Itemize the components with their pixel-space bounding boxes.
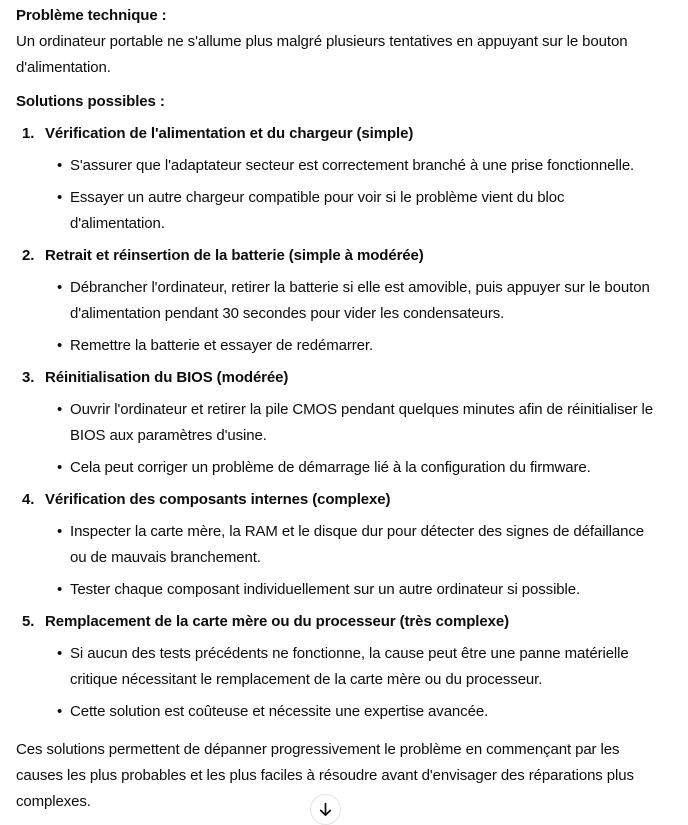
solution-bullets	[16, 397, 658, 481]
solutions-heading: Solutions possibles :	[16, 93, 165, 110]
solution-item-4	[16, 487, 658, 603]
bullet-text: Débrancher l'ordinateur, retirer la batterie si elle est amovible, puis appuyer sur le bouton d'alimentation pendant 30 secondes pour vider les condensateurs.	[70, 279, 650, 322]
bullet-icon: •	[57, 279, 63, 296]
bullet-icon: •	[57, 337, 63, 354]
bullet-item	[16, 333, 658, 359]
problem-description: Un ordinateur portable ne s'allume plus malgré plusieurs tentatives en appuyant sur le bouton d'alimentation.	[16, 33, 628, 76]
bullet-item	[16, 519, 658, 571]
bullet-text: Cela peut corriger un problème de démarrage lié à la configuration du firmware.	[70, 459, 591, 476]
bullet-text: Cette solution est coûteuse et nécessite une expertise avancée.	[70, 703, 489, 720]
bullet-item	[16, 185, 658, 237]
solution-item-3	[16, 365, 658, 481]
solution-item-1	[16, 121, 658, 237]
solution-bullets	[16, 641, 658, 725]
solution-title: Réinitialisation du BIOS (modérée)	[45, 369, 289, 386]
solution-number: 2.	[22, 247, 35, 264]
bullet-icon: •	[57, 401, 63, 418]
bullet-item	[16, 275, 658, 327]
bullet-icon: •	[57, 523, 63, 540]
bullet-icon: •	[57, 645, 63, 662]
solution-number: 3.	[22, 369, 35, 386]
bullet-item	[16, 577, 658, 603]
solution-item-2	[16, 243, 658, 359]
solution-title: Vérification de l'alimentation et du chargeur (simple)	[45, 125, 414, 142]
scroll-to-bottom-button[interactable]	[310, 794, 341, 825]
bullet-text: Remettre la batterie et essayer de redémarrer.	[70, 337, 374, 354]
bullet-item	[16, 699, 658, 725]
solution-bullets	[16, 153, 658, 237]
solution-title: Vérification des composants internes (complexe)	[45, 491, 391, 508]
solution-number: 5.	[22, 613, 35, 630]
bullet-icon: •	[57, 189, 63, 206]
solution-title: Remplacement de la carte mère ou du processeur (très complexe)	[45, 613, 509, 630]
bullet-item	[16, 641, 658, 693]
solution-bullets	[16, 275, 658, 359]
bullet-icon: •	[57, 703, 63, 720]
solutions-list	[16, 121, 658, 725]
bullet-icon: •	[57, 157, 63, 174]
conclusion-paragraph: Ces solutions permettent de dépanner progressivement le problème en commençant par les causes les plus probables et les plus faciles à résoudre avant d'envisager des réparations plus complexes.	[16, 741, 634, 810]
solution-number: 4.	[22, 491, 35, 508]
bullet-text: Si aucun des tests précédents ne fonctionne, la cause peut être une panne matérielle critique nécessitant le remplacement de la carte mère ou du processeur.	[70, 645, 629, 688]
problem-heading: Problème technique :	[16, 7, 167, 24]
solution-number: 1.	[22, 125, 35, 142]
bullet-text: Tester chaque composant individuellement sur un autre ordinateur si possible.	[70, 581, 581, 598]
bullet-text: Ouvrir l'ordinateur et retirer la pile CMOS pendant quelques minutes afin de réinitialiser le BIOS aux paramètres d'usine.	[70, 401, 654, 444]
bullet-text: Inspecter la carte mère, la RAM et le disque dur pour détecter des signes de défaillance ou de mauvais branchement.	[70, 523, 645, 566]
solution-item-5	[16, 609, 658, 725]
arrow-down-icon	[317, 801, 334, 818]
solution-title: Retrait et réinsertion de la batterie (simple à modérée)	[45, 247, 424, 264]
bullet-text: Essayer un autre chargeur compatible pour voir si le problème vient du bloc d'alimentation.	[70, 189, 565, 232]
bullet-icon: •	[57, 581, 63, 598]
solution-bullets	[16, 519, 658, 603]
bullet-icon: •	[57, 459, 63, 476]
bullet-item	[16, 455, 658, 481]
bullet-text: S'assurer que l'adaptateur secteur est correctement branché à une prise fonctionnelle.	[70, 157, 635, 174]
bullet-item	[16, 153, 658, 179]
bullet-item	[16, 397, 658, 449]
